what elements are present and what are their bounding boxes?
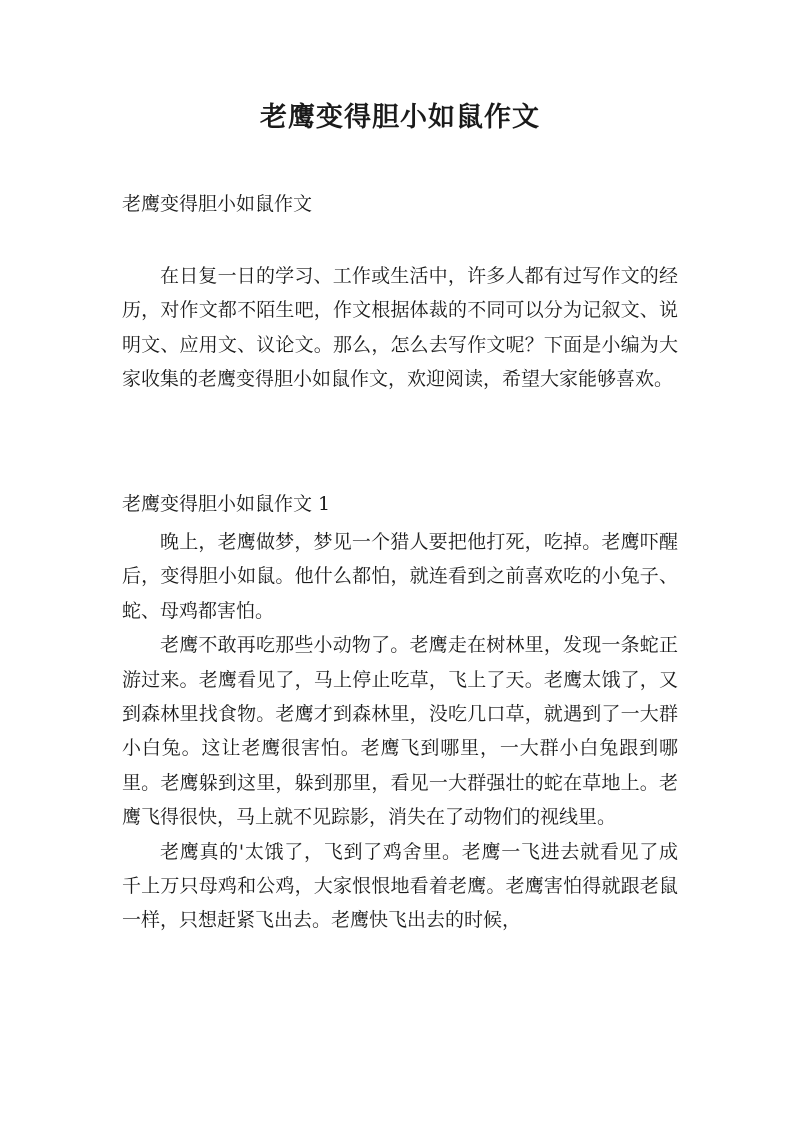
body-paragraph-3: 老鹰真的'太饿了，飞到了鸡舍里。老鹰一飞进去就看见了成千上万只母鸡和公鸡，大家恨恨地看着老鹰。老鹰害怕得就跟老鼠一样，只想赶紧飞出去。老鹰快飞出去的时候，	[122, 840, 678, 932]
document-subtitle: 老鹰变得胆小如鼠作文	[122, 193, 313, 215]
body-paragraph-2: 老鹰不敢再吃那些小动物了。老鹰走在树林里，发现一条蛇正游过来。老鹰看见了，马上停止吃草，飞上了天。老鹰太饿了，又到森林里找食物。老鹰才到森林里，没吃几口草，就遇到了一大群小白兔。这让老鹰很害怕。老鹰飞到哪里，一大群小白兔跟到哪里。老鹰躲到这里，躲到那里，看见一大群强壮的蛇在草地上。老鹰飞得很快，马上就不见踪影，消失在了动物们的视线里。	[122, 634, 678, 829]
page-title: 老鹰变得胆小如鼠作文	[260, 102, 540, 133]
intro-block	[122, 259, 678, 397]
essay-body	[122, 525, 678, 938]
section-heading: 老鹰变得胆小如鼠作文 1	[122, 493, 331, 515]
intro-paragraph: 在日复一日的学习、工作或生活中，许多人都有过写作文的经历，对作文都不陌生吧，作文根据体裁的不同可以分为记叙文、说明文、应用文、议论文。那么，怎么去写作文呢？下面是小编为大家收集的老鹰变得胆小如鼠作文，欢迎阅读，希望大家能够喜欢。	[122, 265, 678, 391]
body-paragraph-1: 晚上，老鹰做梦，梦见一个猎人要把他打死，吃掉。老鹰吓醒后，变得胆小如鼠。他什么都怕，就连看到之前喜欢吃的小兔子、蛇、母鸡都害怕。	[122, 531, 678, 622]
